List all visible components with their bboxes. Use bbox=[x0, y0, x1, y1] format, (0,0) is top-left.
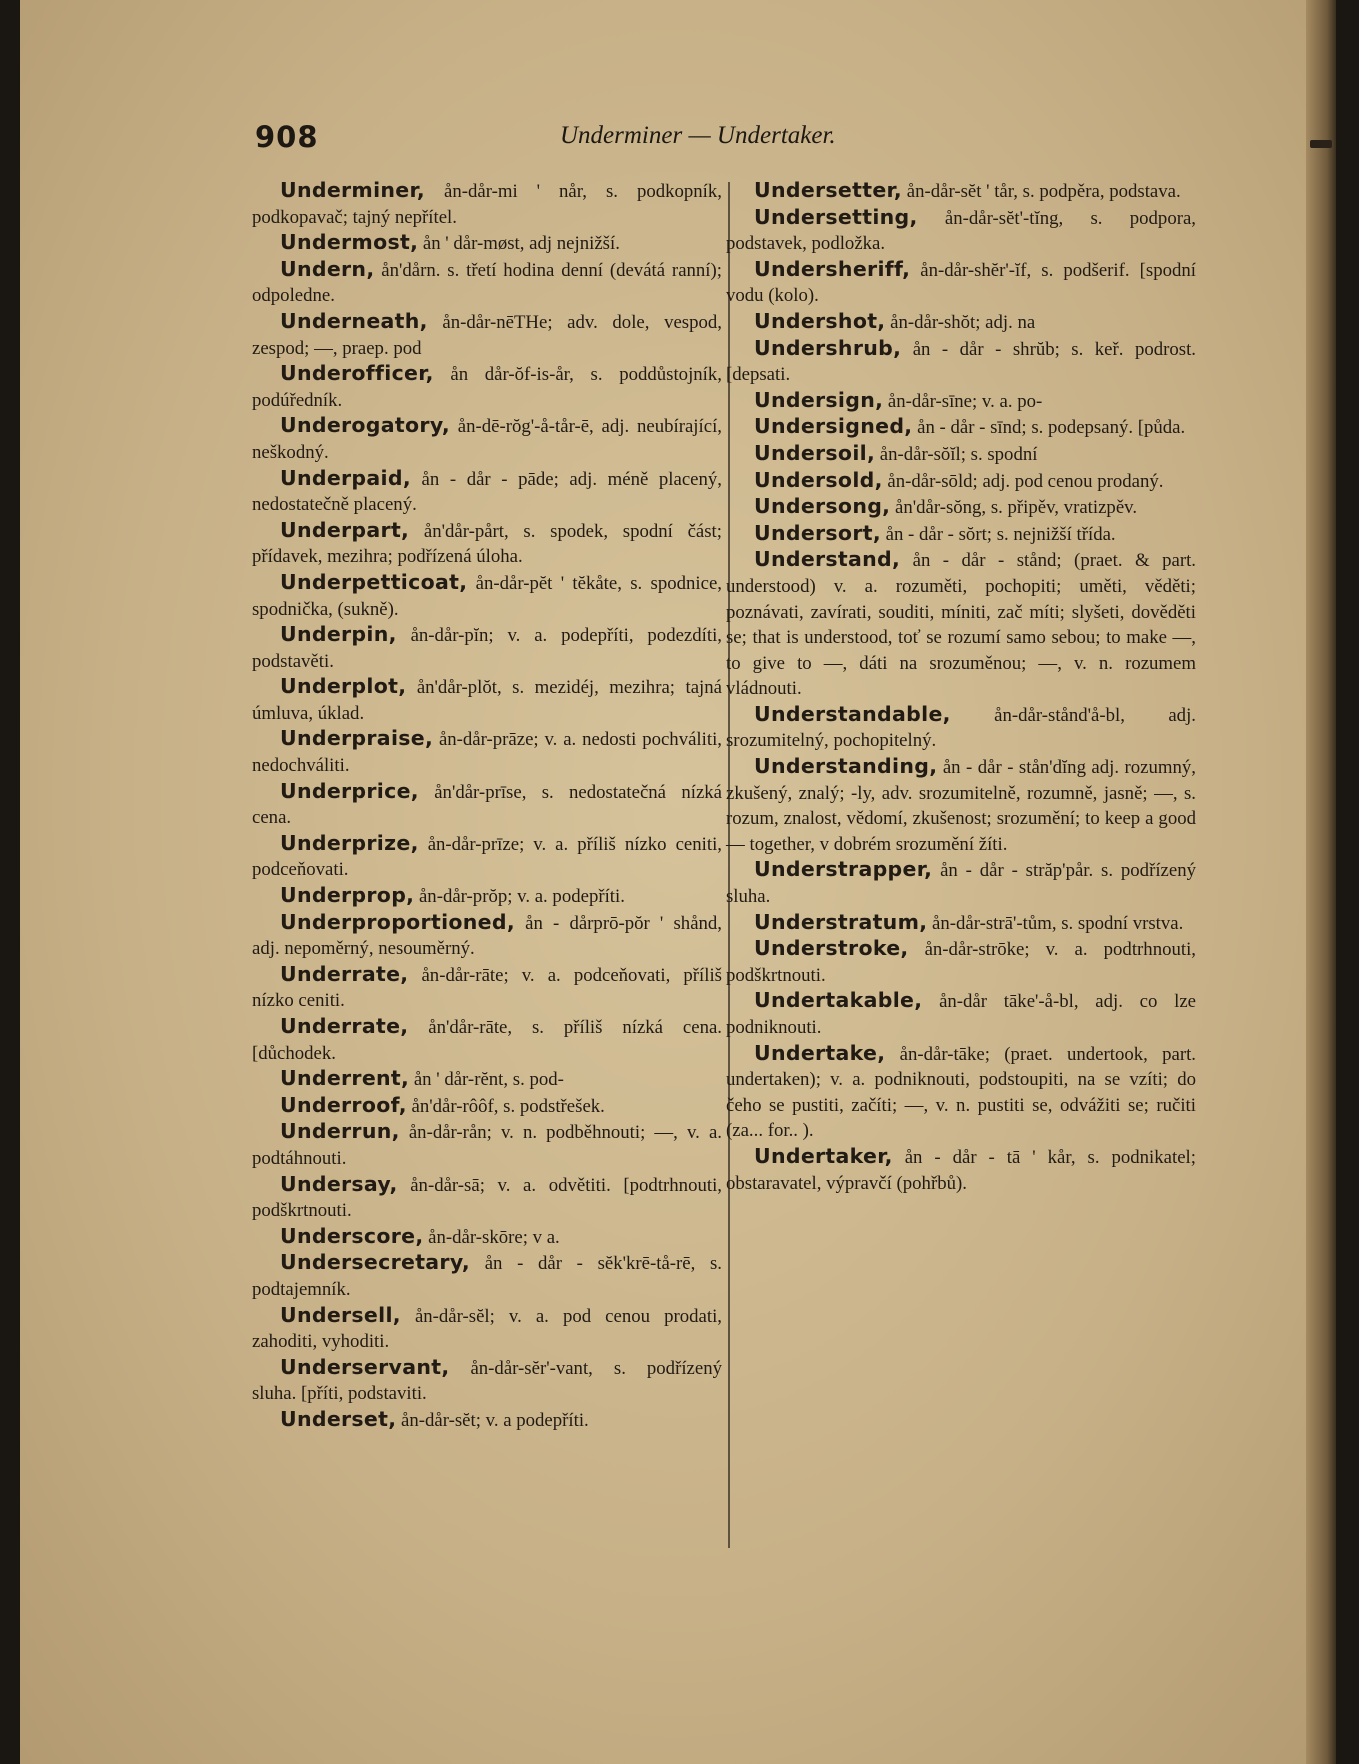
dictionary-entry bbox=[252, 1172, 722, 1224]
entry-definition: ån-dår-prŏp; v. a. podepříti. bbox=[418, 886, 625, 908]
entry-headword: Underrate, bbox=[280, 961, 409, 986]
entry-definition: ån-dår-sīne; v. a. po- bbox=[887, 390, 1043, 412]
entry-definition: ån-dår-mi ' når, s. podkopník, podkopavač; tajný nepřítel. bbox=[252, 181, 722, 228]
entry-definition: ån-dår-rāte; v. a. podceňovati, příliš nízko ceniti. bbox=[252, 964, 722, 1012]
entry-headword: Undersetting, bbox=[754, 204, 918, 229]
entry-headword: Understroke, bbox=[754, 936, 909, 961]
entry-definition: ån'dårn. s. třetí hodina denní (devátá ranní); odpoledne. bbox=[252, 259, 722, 307]
entry-headword: Underpetticoat, bbox=[280, 569, 468, 594]
entry-headword: Underprop, bbox=[280, 883, 415, 908]
dictionary-entry bbox=[252, 1093, 722, 1120]
entry-headword: Underrate, bbox=[280, 1014, 409, 1038]
dictionary-entry bbox=[726, 205, 1196, 257]
dictionary-entry bbox=[726, 1041, 1196, 1144]
dictionary-entry bbox=[252, 726, 722, 778]
entry-headword: Underpaid, bbox=[280, 465, 411, 490]
entry-definition: ån - dår - stånd; (praet. & part. understood) v. a. rozuměti, pochopiti; uměti, věděti; poznávati, zavírati, souditi, míniti, zač míti; slyšeti, dověděti se; that is understood, toť se rozumí samo sebou; to make —, to give to —, dáti na srozuměnou; —, v. n. rozumem vládnouti. bbox=[726, 550, 1196, 700]
entry-definition: ån - dår - străp'pår. s. podřízený sluha. bbox=[726, 860, 1196, 908]
dictionary-entry bbox=[252, 1250, 722, 1302]
dictionary-entry bbox=[726, 309, 1196, 336]
dictionary-entry bbox=[726, 257, 1196, 309]
entry-headword: Underofficer, bbox=[280, 361, 434, 386]
entry-definition: ån'dår-pårt, s. spodek, spodní část; přídavek, mezihra; podřízená úloha. bbox=[252, 520, 722, 568]
dictionary-entry bbox=[726, 414, 1196, 441]
entry-headword: Underpin, bbox=[280, 622, 397, 647]
entry-definition: ån-dår-shŏt; adj. na bbox=[890, 311, 1036, 333]
entry-headword: Undersold, bbox=[754, 467, 883, 492]
dictionary-entry bbox=[252, 779, 722, 831]
entry-headword: Underogatory, bbox=[280, 413, 450, 438]
entry-headword: Undersheriff, bbox=[754, 256, 911, 281]
entry-definition: ån - dår - sŏrt; s. nejnižší třída. bbox=[885, 523, 1116, 545]
dictionary-entry bbox=[252, 883, 722, 910]
entry-definition: ån - dår - sīnd; s. podepsaný. [půda. bbox=[917, 417, 1186, 439]
dictionary-entry bbox=[252, 831, 722, 883]
dictionary-entry bbox=[252, 518, 722, 570]
dictionary-entry bbox=[726, 988, 1196, 1040]
entry-headword: Undersong, bbox=[754, 494, 891, 519]
entry-definition: ån-dår-prāze; v. a. nedosti pochváliti, nedochváliti. bbox=[252, 729, 722, 777]
dictionary-entry bbox=[252, 1014, 722, 1066]
dictionary-entry bbox=[252, 309, 722, 361]
entry-definition: ån-dår-skōre; v a. bbox=[428, 1226, 560, 1248]
book-spine-edge bbox=[1306, 0, 1336, 1764]
page-header bbox=[255, 120, 1155, 160]
entry-headword: Underplot, bbox=[280, 674, 407, 699]
entry-definition: ån-dår-shĕr'-ĭf, s. podšerif. [spodní vodu (kolo). bbox=[726, 259, 1196, 307]
dictionary-entry bbox=[252, 1119, 722, 1171]
entry-headword: Undersecretary, bbox=[280, 1250, 471, 1275]
entry-headword: Underpart, bbox=[280, 517, 410, 542]
entry-headword: Underneath, bbox=[280, 308, 428, 333]
entry-headword: Understandable, bbox=[754, 701, 951, 726]
entry-headword: Underprice, bbox=[280, 778, 419, 803]
entry-definition: ån-dår-tāke; (praet. undertook, part. undertaken); v. a. podniknouti, podstoupiti, na se vzíti; do čeho se pustiti, začíti; —, v. n. pustiti se, odvážiti se; ručiti (za... for.. ). bbox=[726, 1043, 1196, 1142]
entry-headword: Undersell, bbox=[280, 1302, 401, 1327]
dictionary-entry bbox=[252, 1407, 722, 1434]
dictionary-entry bbox=[252, 230, 722, 257]
entry-headword: Undersoil, bbox=[754, 440, 876, 465]
dictionary-entry bbox=[726, 910, 1196, 937]
entry-definition: ån-dår-prīze; v. a. příliš nízko ceniti, podceňovati. bbox=[252, 833, 722, 881]
entry-definition: ån-dår-pĕt ' tĕkåte, s. spodnice, spodnička, (sukně). bbox=[252, 572, 722, 620]
page-number: 908 bbox=[255, 120, 319, 154]
entry-definition: ån - dår - tā ' kår, s. podnikatel; obstaravatel, výpravčí (pohřbů). bbox=[726, 1146, 1196, 1194]
entry-headword: Undershot, bbox=[754, 308, 886, 333]
entry-definition: ån-dår-sĕr'-vant, s. podřízený sluha. [příti, podstaviti. bbox=[252, 1357, 722, 1405]
entry-headword: Undersetter, bbox=[754, 178, 903, 202]
dictionary-entry bbox=[252, 257, 722, 309]
entry-definition: ån-dår-sĕt; v. a podepříti. bbox=[401, 1409, 589, 1431]
dictionary-entry bbox=[726, 521, 1196, 548]
dictionary-entry bbox=[252, 466, 722, 518]
entry-headword: Undersay, bbox=[280, 1171, 398, 1196]
entry-headword: Undertaker, bbox=[754, 1143, 893, 1168]
entry-definition: ån'dår-rôôf, s. podstřešek. bbox=[411, 1095, 605, 1117]
entry-headword: Understratum, bbox=[754, 909, 928, 934]
dictionary-entry bbox=[252, 361, 722, 413]
entry-definition: ån - dår - sĕk'krē-tå-rē, s. podtajemník. bbox=[252, 1253, 722, 1300]
dictionary-entry bbox=[726, 336, 1196, 388]
entry-definition: ån-dår-rån; v. n. podběhnouti; —, v. a. podtáhnouti. bbox=[252, 1122, 722, 1169]
entry-headword: Undern, bbox=[280, 256, 375, 281]
entry-definition: ån-dår-sĕt'-tĭng, s. podpora, podstavek, podložka. bbox=[726, 207, 1196, 255]
entry-definition: ån'dår-prīse, s. nedostatečná nízká cena. bbox=[252, 781, 723, 829]
dictionary-entry bbox=[726, 494, 1196, 521]
entry-definition: ån'dår-plŏt, s. mezidéj, mezihra; tajná úmluva, úklad. bbox=[252, 677, 722, 724]
entry-headword: Underpraise, bbox=[280, 726, 434, 751]
entry-headword: Underminer, bbox=[280, 178, 425, 202]
dictionary-entry bbox=[726, 754, 1196, 857]
entry-headword: Understand, bbox=[754, 547, 901, 572]
entry-headword: Undertakable, bbox=[754, 988, 923, 1013]
dictionary-page bbox=[20, 0, 1336, 1764]
dictionary-entry bbox=[726, 468, 1196, 495]
dictionary-entry bbox=[726, 857, 1196, 909]
entry-headword: Underrun, bbox=[280, 1119, 400, 1144]
dictionary-entry bbox=[726, 547, 1196, 702]
entry-definition: ån ' dår-rĕnt, s. pod- bbox=[413, 1069, 564, 1091]
entry-definition: ån-dår-pĭn; v. a. podepříti, podezdíti, podstavěti. bbox=[252, 625, 722, 672]
dictionary-entry bbox=[252, 1303, 722, 1355]
entry-headword: Understrapper, bbox=[754, 857, 933, 882]
entry-definition: ån-dår-sŏĭl; s. spodní bbox=[879, 443, 1038, 465]
entry-headword: Undermost, bbox=[280, 230, 419, 255]
entry-headword: Understanding, bbox=[754, 754, 938, 779]
entry-headword: Undershrub, bbox=[754, 335, 902, 360]
entry-definition: ån'dår-sŏng, s. připěv, vratizpěv. bbox=[894, 497, 1138, 519]
dictionary-entry bbox=[252, 910, 722, 962]
dictionary-entry bbox=[252, 1355, 722, 1407]
entry-definition: ån dår-ŏf-is-år, s. poddůstojník, podúředník. bbox=[252, 364, 722, 411]
right-column bbox=[726, 178, 1196, 1196]
entry-definition: ån-dår-strā'-tům, s. spodní vrstva. bbox=[932, 912, 1184, 934]
entry-headword: Undertake, bbox=[754, 1040, 886, 1065]
entry-headword: Undersigned, bbox=[754, 414, 913, 439]
dictionary-entry bbox=[726, 1144, 1196, 1196]
entry-definition: ån - dår - pāde; adj. méně placený, nedostatečně placený. bbox=[252, 468, 722, 516]
entry-definition: ån-dår tāke'-å-bl, adj. co lze podniknouti. bbox=[726, 991, 1196, 1038]
dictionary-entry bbox=[726, 178, 1196, 205]
entry-headword: Underscore, bbox=[280, 1223, 424, 1248]
dictionary-entry bbox=[726, 936, 1196, 988]
entry-headword: Underprize, bbox=[280, 830, 419, 855]
entry-definition: ån-dår-sĕl; v. a. pod cenou prodati, zahoditi, vyhoditi. bbox=[252, 1305, 722, 1353]
entry-definition: ån-dår-sā; v. a. odvětiti. [podtrhnouti, podškrtnouti. bbox=[252, 1174, 722, 1222]
entry-definition: ån - dår - shrŭb; s. keř. podrost. [depsati. bbox=[726, 338, 1196, 386]
entry-headword: Underroof, bbox=[280, 1092, 407, 1117]
dictionary-entry bbox=[252, 674, 722, 726]
entry-definition: ån-dē-rŏg'-å-tår-ē, adj. neubírající, neškodný. bbox=[252, 416, 722, 463]
dictionary-entry bbox=[252, 1224, 722, 1251]
left-column bbox=[252, 178, 722, 1434]
dictionary-entry bbox=[252, 178, 722, 230]
entry-definition: ån-dår-stånd'å-bl, adj. srozumitelný, pochopitelný. bbox=[726, 704, 1196, 752]
dictionary-entry bbox=[252, 1066, 722, 1093]
spine-mark bbox=[1310, 140, 1332, 148]
dictionary-entry bbox=[252, 962, 722, 1014]
entry-headword: Underrent, bbox=[280, 1066, 410, 1091]
entry-headword: Undersort, bbox=[754, 520, 881, 545]
running-head: Underminer — Undertaker. bbox=[560, 122, 836, 149]
entry-definition: ån-dår-sōld; adj. pod cenou prodaný. bbox=[887, 470, 1164, 492]
entry-definition: ån - dårprō-pŏr ' shånd, adj. nepoměrný, nesouměrný. bbox=[252, 912, 723, 960]
dictionary-entry bbox=[726, 388, 1196, 415]
entry-definition: ån-dår-nēTHe; adv. dole, vespod, zespod; —, praep. pod bbox=[252, 311, 722, 359]
entry-definition: ån-dår-sĕt ' tår, s. podpěra, podstava. bbox=[906, 181, 1181, 202]
dictionary-entry bbox=[252, 413, 722, 465]
entry-headword: Underset, bbox=[280, 1406, 397, 1431]
dictionary-entry bbox=[726, 441, 1196, 468]
entry-headword: Underproportioned, bbox=[280, 909, 515, 934]
dictionary-entry bbox=[252, 622, 722, 674]
entry-headword: Underservant, bbox=[280, 1354, 450, 1379]
entry-definition: ån - dår - stån'dĭng adj. rozumný, zkušený, znalý; -ly, adv. srozumitelně, rozumně, jasně; —, s. rozum, znalost, vědomí, zkušenost; srozumění; to keep a good — together, v dobrém srozumění žíti. bbox=[726, 757, 1196, 855]
dictionary-entry bbox=[252, 570, 722, 622]
entry-definition: ån'dår-rāte, s. příliš nízká cena. [důchodek. bbox=[252, 1017, 722, 1064]
entry-definition: ån-dår-strōke; v. a. podtrhnouti, podškrtnouti. bbox=[726, 939, 1196, 986]
dictionary-entry bbox=[726, 702, 1196, 754]
entry-headword: Undersign, bbox=[754, 387, 884, 412]
entry-definition: ån ' dår-møst, adj nejnižší. bbox=[422, 233, 620, 255]
